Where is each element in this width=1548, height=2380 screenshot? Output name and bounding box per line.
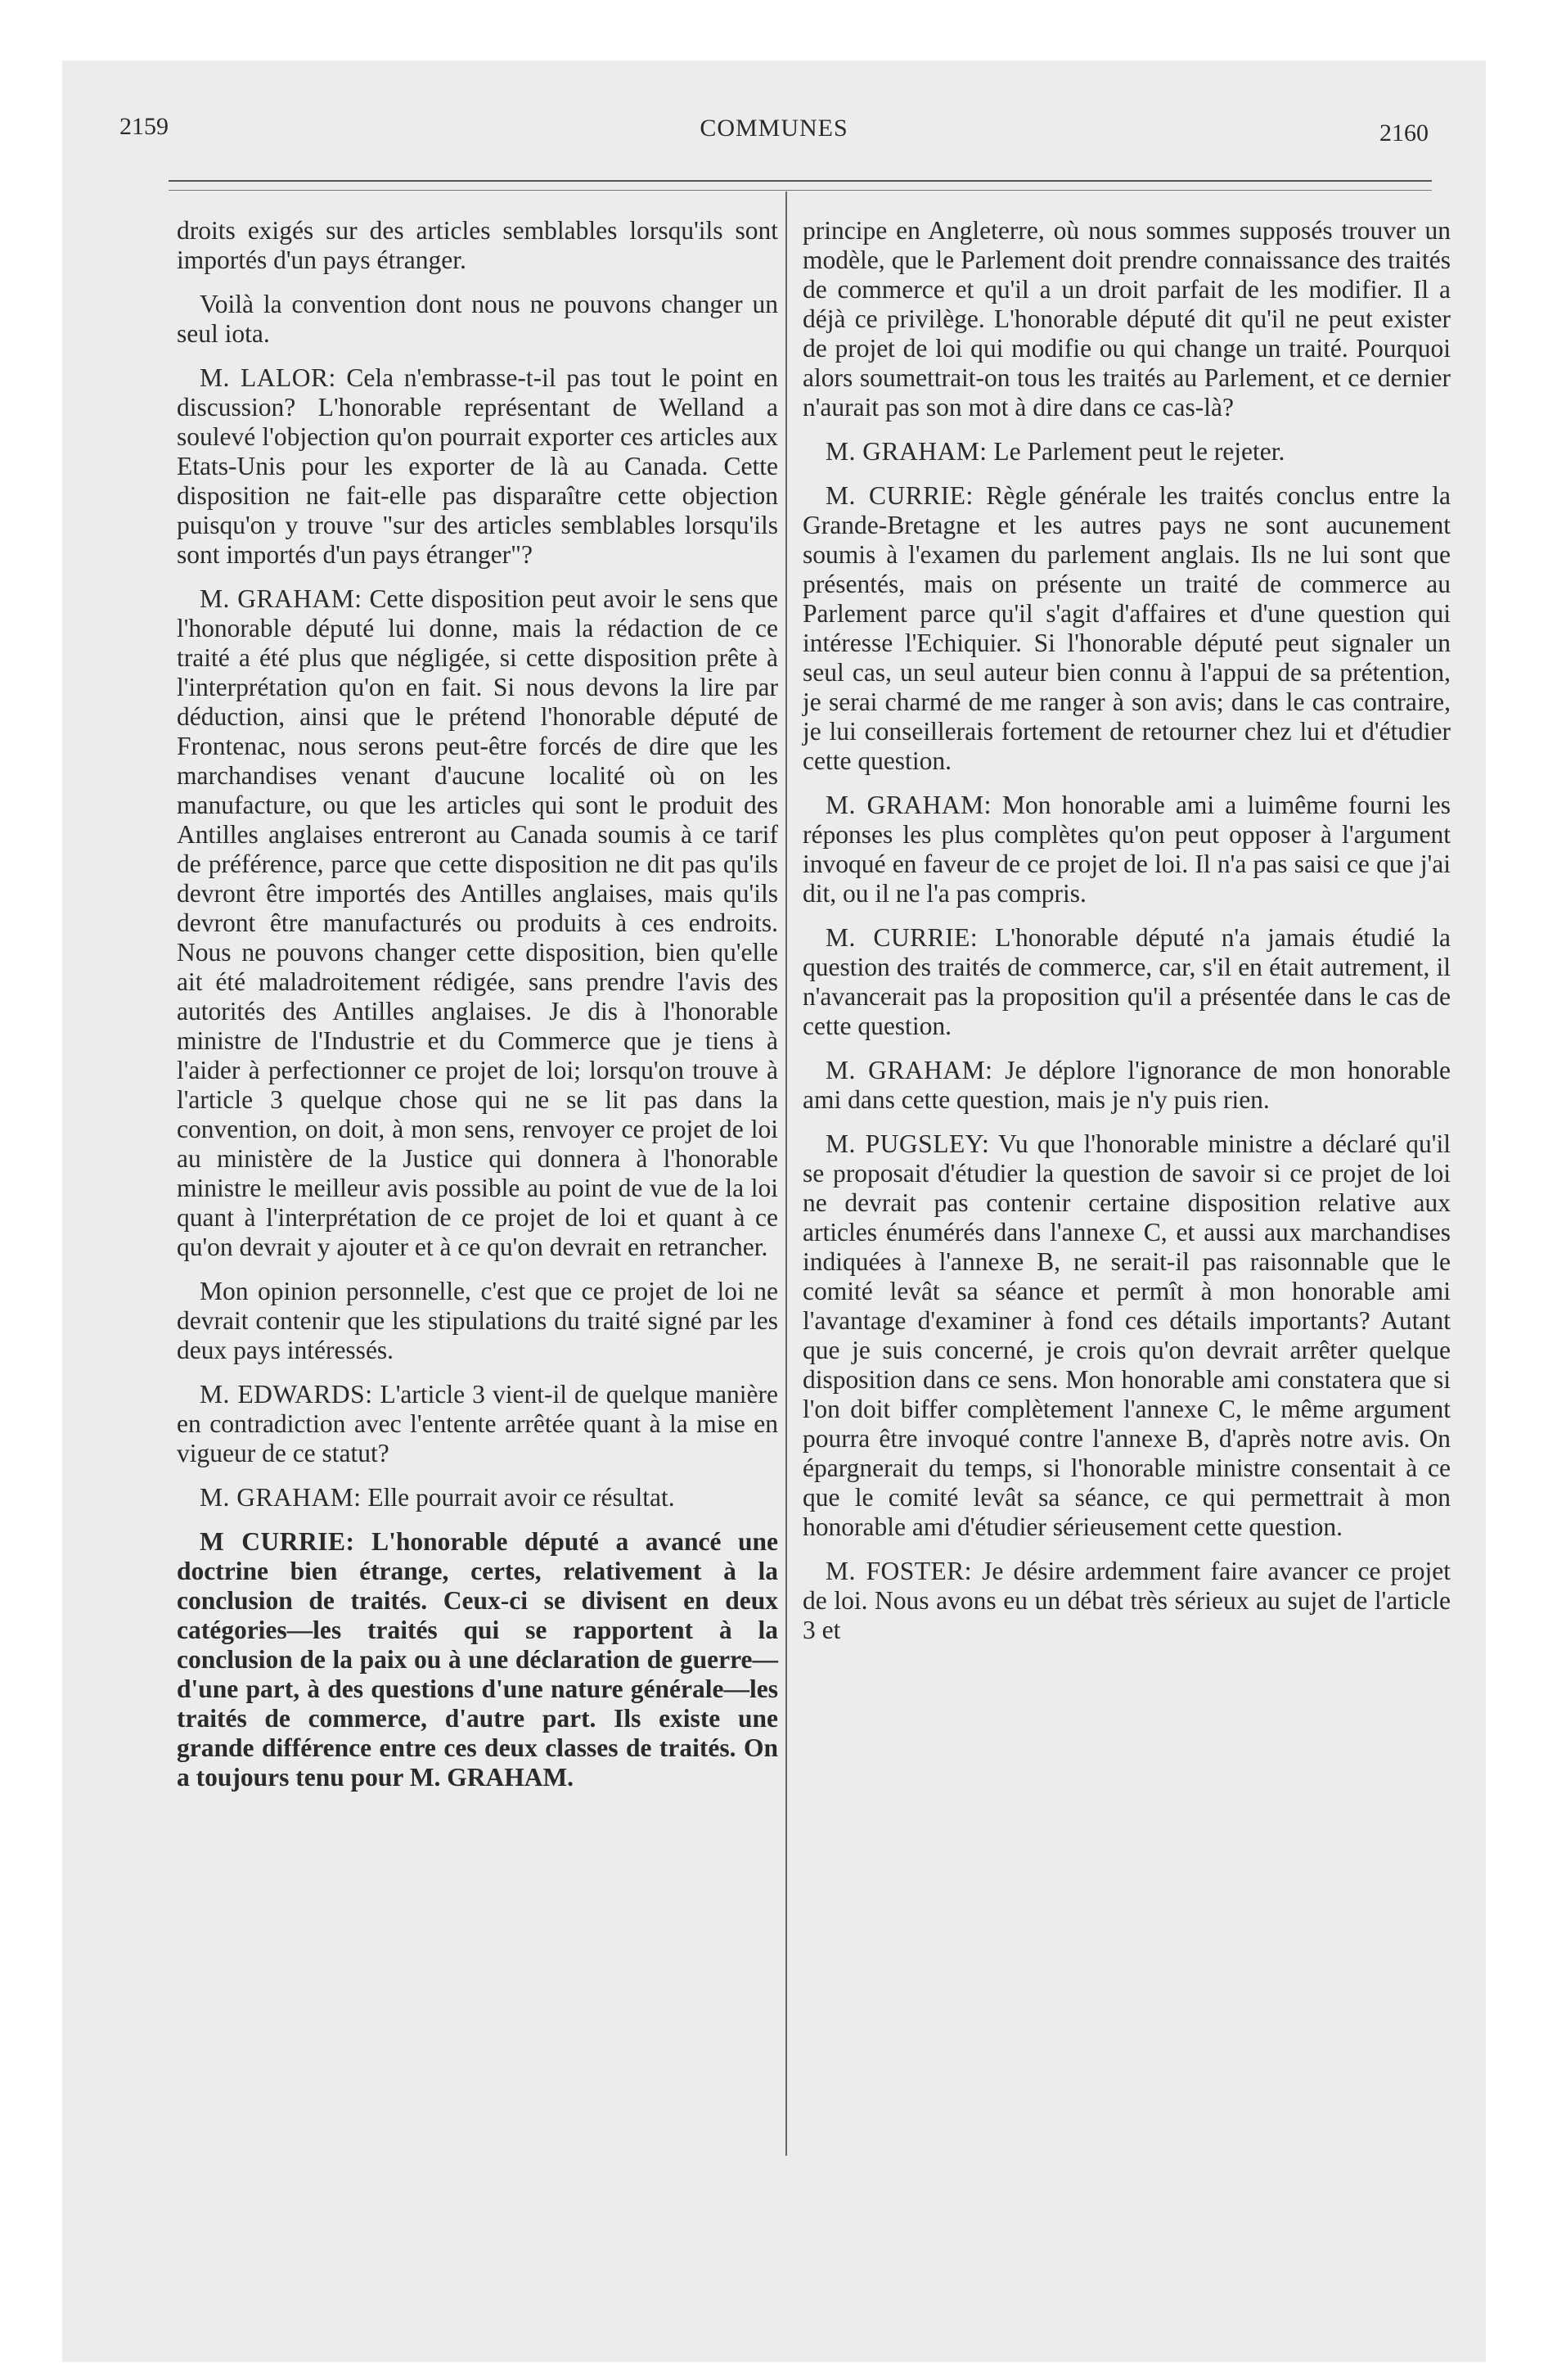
paragraph-text: Voilà la convention dont nous ne pouvons changer un seul iota.: [177, 290, 778, 348]
paragraph: [177, 1483, 778, 1512]
column-divider: [785, 192, 787, 2156]
paragraph: [177, 584, 778, 1262]
paragraph: [803, 1129, 1451, 1542]
paragraph: [803, 437, 1451, 467]
paragraph-text: Mon honorable ami a luimême fourni les réponses les plus complètes qu'on peut opposer à l'argument invoqué en faveur de ce projet de loi. Il n'a pas saisi ce que j'ai dit, ou il ne l'a pas compris.: [803, 791, 1451, 908]
paragraph-text: principe en Angleterre, où nous sommes supposés trouver un modèle, que le Parlement doit prendre connaissance des traités de commerce et qu'il a un droit parfait de les modifier. Il a déjà ce privilège. L'honorable député dit qu'il ne peut exister de projet de loi qui modifie ou qui change un traité. Pourquoi alors soumettrait-on tous les traités au Parlement, et ce dernier n'aurait pas son mot à dire dans ce cas-là?: [803, 216, 1451, 421]
document-page: [62, 61, 1486, 2362]
speaker-name: M. GRAHAM:: [200, 1483, 362, 1512]
paragraph-text: L'honorable député n'a jamais étudié la question des traités de commerce, car, s'il en était autrement, il n'avancerait pas la proposition qu'il a présentée dans le cas de cette question.: [803, 923, 1451, 1040]
right-column: [803, 216, 1451, 1660]
paragraph-text: Je désire ardemment faire avancer ce projet de loi. Nous avons eu un débat très sérieux au sujet de l'article 3 et: [803, 1557, 1451, 1644]
paragraph: [803, 791, 1451, 908]
paragraph-text: Cela n'embrasse-t-il pas tout le point en discussion? L'honorable représentant de Welland a soulevé l'objection qu'on pourrait exporter ces articles aux Etats-Unis pour les exporter de là au Canada. Cette disposition ne fait-elle pas disparaître cette objection puisqu'on y trouve "sur des articles semblables lorsqu'ils sont importés d'un pays étranger"?: [177, 363, 779, 569]
paragraph: [803, 923, 1451, 1041]
paragraph-text: Le Parlement peut le rejeter.: [993, 437, 1285, 466]
paragraph-text: Cette disposition peut avoir le sens que l'honorable député lui donne, mais la rédaction de ce traité a été plus que négligée, si cette disposition prête à l'interprétation qu'on en fait. Si nous devons la lire par déduction, ainsi que le prétend l'honorable député de Frontenac, nous serons peut-être forcés de dire que les marchandises venant d'aucune localité où on les manufacture, ou que les articles qui sont le produit des Antilles anglaises entreront au Canada soumis à ce tarif de préférence, parce que cette disposition ne dit pas qu'ils devront être importés des Antilles anglaises, mais qu'ils devront être manufacturés ou produits à ces endroits. Nous ne pouvons changer cette disposition, bien qu'elle ait été maladroitement rédigée, sans prendre l'avis des autorités des Antilles anglaises. Je dis à l'honorable ministre de l'Industrie et du Commerce que je tiens à l'aider à perfectionner ce projet de loi; lorsqu'on trouve à l'article 3 quelque chose qui ne se lit pas dans la convention, on doit, à mon sens, renvoyer ce projet de loi au ministère de la Justice qui donnera à l'honorable ministre le meilleur avis possible au point de vue de la loi quant à l'interprétation de ce projet de loi et quant à ce qu'on devrait y ajouter et à ce qu'on devrait en retrancher.: [177, 584, 778, 1261]
paragraph-text: Elle pourrait avoir ce résultat.: [367, 1483, 675, 1512]
speaker-name: M. CURRIE:: [826, 481, 974, 510]
speaker-name: M CURRIE:: [200, 1527, 355, 1556]
paragraph-text: Mon opinion personnelle, c'est que ce projet de loi ne devrait contenir que les stipulations du traité signé par les deux pays intéressés.: [177, 1277, 778, 1364]
paragraph-text: droits exigés sur des articles semblables lorsqu'ils sont importés d'un pays étranger.: [177, 216, 778, 274]
speaker-name: M. LALOR:: [200, 363, 336, 392]
speaker-name: M. EDWARDS:: [200, 1380, 373, 1409]
speaker-name: M. CURRIE:: [826, 923, 979, 952]
paragraph: [803, 1557, 1451, 1645]
paragraph: [177, 290, 778, 349]
paragraph: [177, 1277, 778, 1365]
page-title: COMMUNES: [700, 115, 848, 142]
paragraph: [803, 1056, 1451, 1115]
paragraph-text: L'honorable député a avancé une doctrine bien étrange, certes, relativement à la conclusion de traités. Ceux-ci se divisent en deux catégories—les traités qui se rapportent à la conclusion de la paix ou à une déclaration de guerre—d'une part, à des questions d'une nature générale—les traités de commerce, d'autre part. Ils existe une grande différence entre ces deux classes de traités. On a toujours tenu pour M. GRAHAM.: [177, 1527, 779, 1792]
speaker-name: M. FOSTER:: [826, 1557, 973, 1585]
paragraph-text: Vu que l'honorable ministre a déclaré qu'il se proposait d'étudier la question de savoir si ce projet de loi ne devrait pas contenir certaine disposition relative aux articles énumérés dans l'annexe C, et aussi aux marchandises indiquées à l'annexe B, ne serait-il pas raisonnable que le comité levât sa séance et permît à mon honorable ami l'avantage d'examiner à fond ces détails importants? Autant que je suis concerné, je crois qu'on devrait arrêter quelque disposition dans ce sens. Mon honorable ami constatera que si l'on doit biffer complètement l'annexe C, le même argument pourra être invoqué contre l'annexe B, d'après notre avis. On épargnerait du temps, si l'honorable ministre consentait à ce que le comité levât sa séance, ce qui permettrait à mon honorable ami d'étudier sérieusement cette question.: [803, 1129, 1451, 1541]
paragraph: [177, 363, 778, 570]
left-column: [177, 216, 778, 1807]
paragraph: [803, 481, 1451, 776]
paragraph-text: Je déplore l'ignorance de mon honorable ami dans cette question, mais je n'y puis rien.: [803, 1056, 1451, 1114]
speaker-name: M. GRAHAM:: [826, 791, 992, 819]
header-rule: [169, 180, 1432, 191]
paragraph-text: L'article 3 vient-il de quelque manière en contradiction avec l'entente arrêtée quant à la mise en vigueur de ce statut?: [177, 1380, 779, 1467]
left-page-number: 2159: [119, 113, 169, 140]
speaker-name: M. GRAHAM:: [826, 437, 988, 466]
page-header: [62, 113, 1486, 154]
paragraph: [177, 216, 778, 275]
speaker-name: M. GRAHAM:: [826, 1056, 993, 1084]
right-page-number: 2160: [1379, 119, 1429, 146]
paragraph: [803, 216, 1451, 422]
paragraph-text: Règle générale les traités conclus entre la Grande-Bretagne et les autres pays ne sont aucunement soumis à l'examen du parlement anglais. Ils ne lui sont que présentés, mais on présente un traité de commerce au Parlement parce qu'il s'agit d'affaires et d'une question qui intéresse l'Echiquier. Si l'honorable député peut signaler un seul cas, un seul auteur bien connu à l'appui de sa prétention, je serai charmé de me ranger à son avis; dans le cas contraire, je lui conseillerais fortement de retourner chez lui et d'étudier cette question.: [803, 481, 1451, 775]
speaker-name: M. PUGSLEY:: [826, 1129, 990, 1158]
paragraph: [177, 1380, 778, 1468]
paragraph: [177, 1527, 778, 1792]
speaker-name: M. GRAHAM:: [200, 584, 362, 613]
